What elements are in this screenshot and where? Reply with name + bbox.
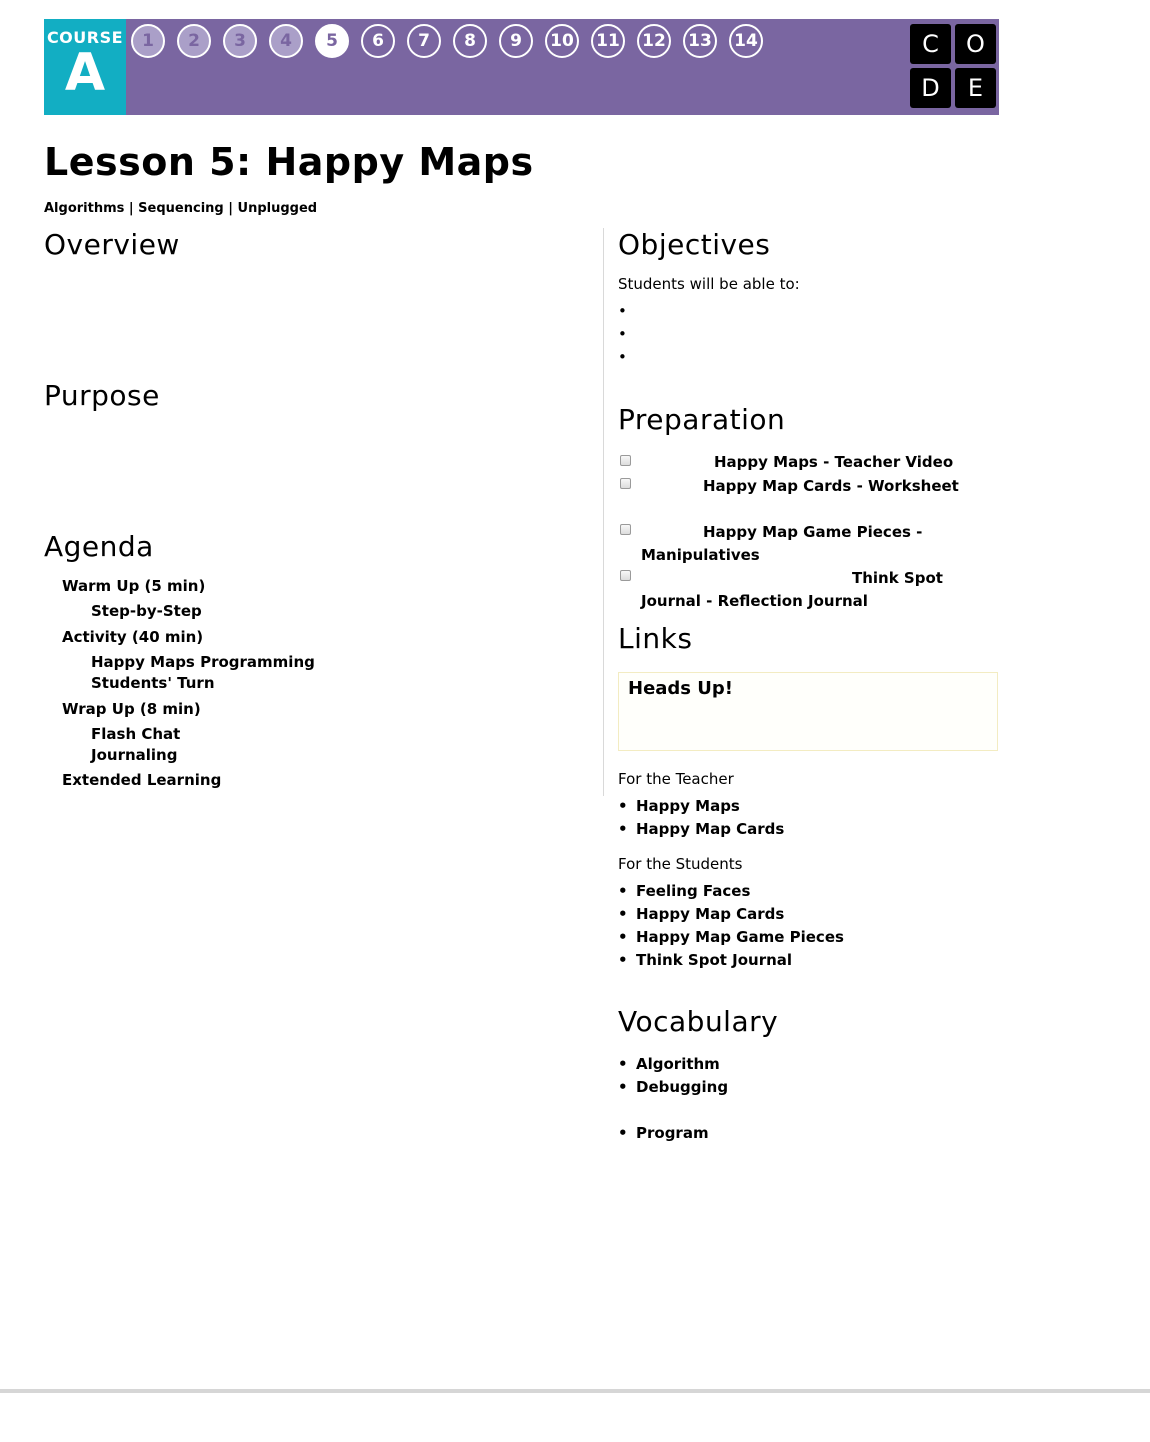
heads-up-title: Heads Up! xyxy=(628,678,733,699)
heads-up-box xyxy=(618,672,998,751)
vocabulary-heading: Vocabulary xyxy=(618,1005,779,1038)
objective-bullet: • xyxy=(618,302,627,320)
overview-heading: Overview xyxy=(44,228,180,261)
page-title: Lesson 5: Happy Maps xyxy=(44,140,534,184)
lesson-1-link[interactable]: 1 xyxy=(131,24,165,58)
vocab-term: Algorithm xyxy=(636,1055,720,1073)
agenda-extended-link[interactable]: Extended Learning xyxy=(62,771,222,789)
objectives-heading: Objectives xyxy=(618,228,771,261)
lesson-9-link[interactable]: 9 xyxy=(499,24,533,58)
lesson-11-link[interactable]: 11 xyxy=(591,24,625,58)
objective-bullet: • xyxy=(618,348,627,366)
logo-letter-d: D xyxy=(910,68,951,108)
prep-checkbox[interactable] xyxy=(620,455,631,466)
column-divider xyxy=(603,228,604,796)
agenda-warmup-link[interactable]: Warm Up (5 min) xyxy=(62,577,206,595)
prep-item-game-pieces-cont: Manipulatives xyxy=(641,546,760,564)
lesson-8-link[interactable]: 8 xyxy=(453,24,487,58)
prep-item-journal: Think Spot xyxy=(852,569,943,587)
agenda-activity-link[interactable]: Activity (40 min) xyxy=(62,628,204,646)
logo-letter-c: C xyxy=(910,24,951,64)
course-badge[interactable] xyxy=(44,19,126,115)
prep-checkbox[interactable] xyxy=(620,524,631,535)
lesson-4-link[interactable]: 4 xyxy=(269,24,303,58)
agenda-students-turn-link[interactable]: Students' Turn xyxy=(91,674,215,692)
lesson-14-link[interactable]: 14 xyxy=(729,24,763,58)
logo-letter-e: E xyxy=(955,68,996,108)
course-banner xyxy=(44,19,999,115)
purpose-heading: Purpose xyxy=(44,379,160,412)
prep-checkbox[interactable] xyxy=(620,570,631,581)
logo-letter-o: O xyxy=(955,24,996,64)
lesson-tags: Algorithms | Sequencing | Unplugged xyxy=(44,201,318,216)
lesson-6-link[interactable]: 6 xyxy=(361,24,395,58)
agenda-journaling-link[interactable]: Journaling xyxy=(91,746,178,764)
for-students-label: For the Students xyxy=(618,855,743,873)
prep-checkbox[interactable] xyxy=(620,478,631,489)
teacher-link-text[interactable]: Happy Maps xyxy=(636,797,740,815)
lesson-3-link[interactable]: 3 xyxy=(223,24,257,58)
agenda-flash-chat-link[interactable]: Flash Chat xyxy=(91,725,181,743)
footer-divider xyxy=(0,1389,1150,1393)
agenda-heading: Agenda xyxy=(44,530,154,563)
agenda-programming-link[interactable]: Happy Maps Programming xyxy=(91,653,315,671)
lesson-10-link[interactable]: 10 xyxy=(545,24,579,58)
lesson-2-link[interactable]: 2 xyxy=(177,24,211,58)
objectives-intro: Students will be able to: xyxy=(618,275,800,293)
course-letter: A xyxy=(64,43,106,103)
prep-item-journal-cont: Journal - Reflection Journal xyxy=(641,592,868,610)
student-link-text[interactable]: Happy Map Cards xyxy=(636,905,785,923)
agenda-step-link[interactable]: Step-by-Step xyxy=(91,602,202,620)
prep-item-teacher-video: Happy Maps - Teacher Video xyxy=(714,453,954,471)
links-heading: Links xyxy=(618,622,693,655)
lesson-13-link[interactable]: 13 xyxy=(683,24,717,58)
lesson-12-link[interactable]: 12 xyxy=(637,24,671,58)
prep-item-worksheet: Happy Map Cards - Worksheet xyxy=(703,477,959,495)
objective-bullet: • xyxy=(618,325,627,343)
preparation-heading: Preparation xyxy=(618,403,786,436)
vocab-term: Program xyxy=(636,1124,709,1142)
teacher-link-text[interactable]: Happy Map Cards xyxy=(636,820,785,838)
for-teacher-label: For the Teacher xyxy=(618,770,734,788)
student-link-text[interactable]: Think Spot Journal xyxy=(636,951,793,969)
lesson-5-link[interactable]: 5 xyxy=(315,24,349,58)
vocab-term: Debugging xyxy=(636,1078,729,1096)
course-label: COURSE xyxy=(46,28,124,47)
prep-item-game-pieces: Happy Map Game Pieces - xyxy=(703,523,923,541)
student-link-text[interactable]: Happy Map Game Pieces xyxy=(636,928,844,946)
code-org-logo[interactable] xyxy=(910,24,996,108)
agenda-wrapup-link[interactable]: Wrap Up (8 min) xyxy=(62,700,201,718)
lesson-7-link[interactable]: 7 xyxy=(407,24,441,58)
student-link-text[interactable]: Feeling Faces xyxy=(636,882,751,900)
